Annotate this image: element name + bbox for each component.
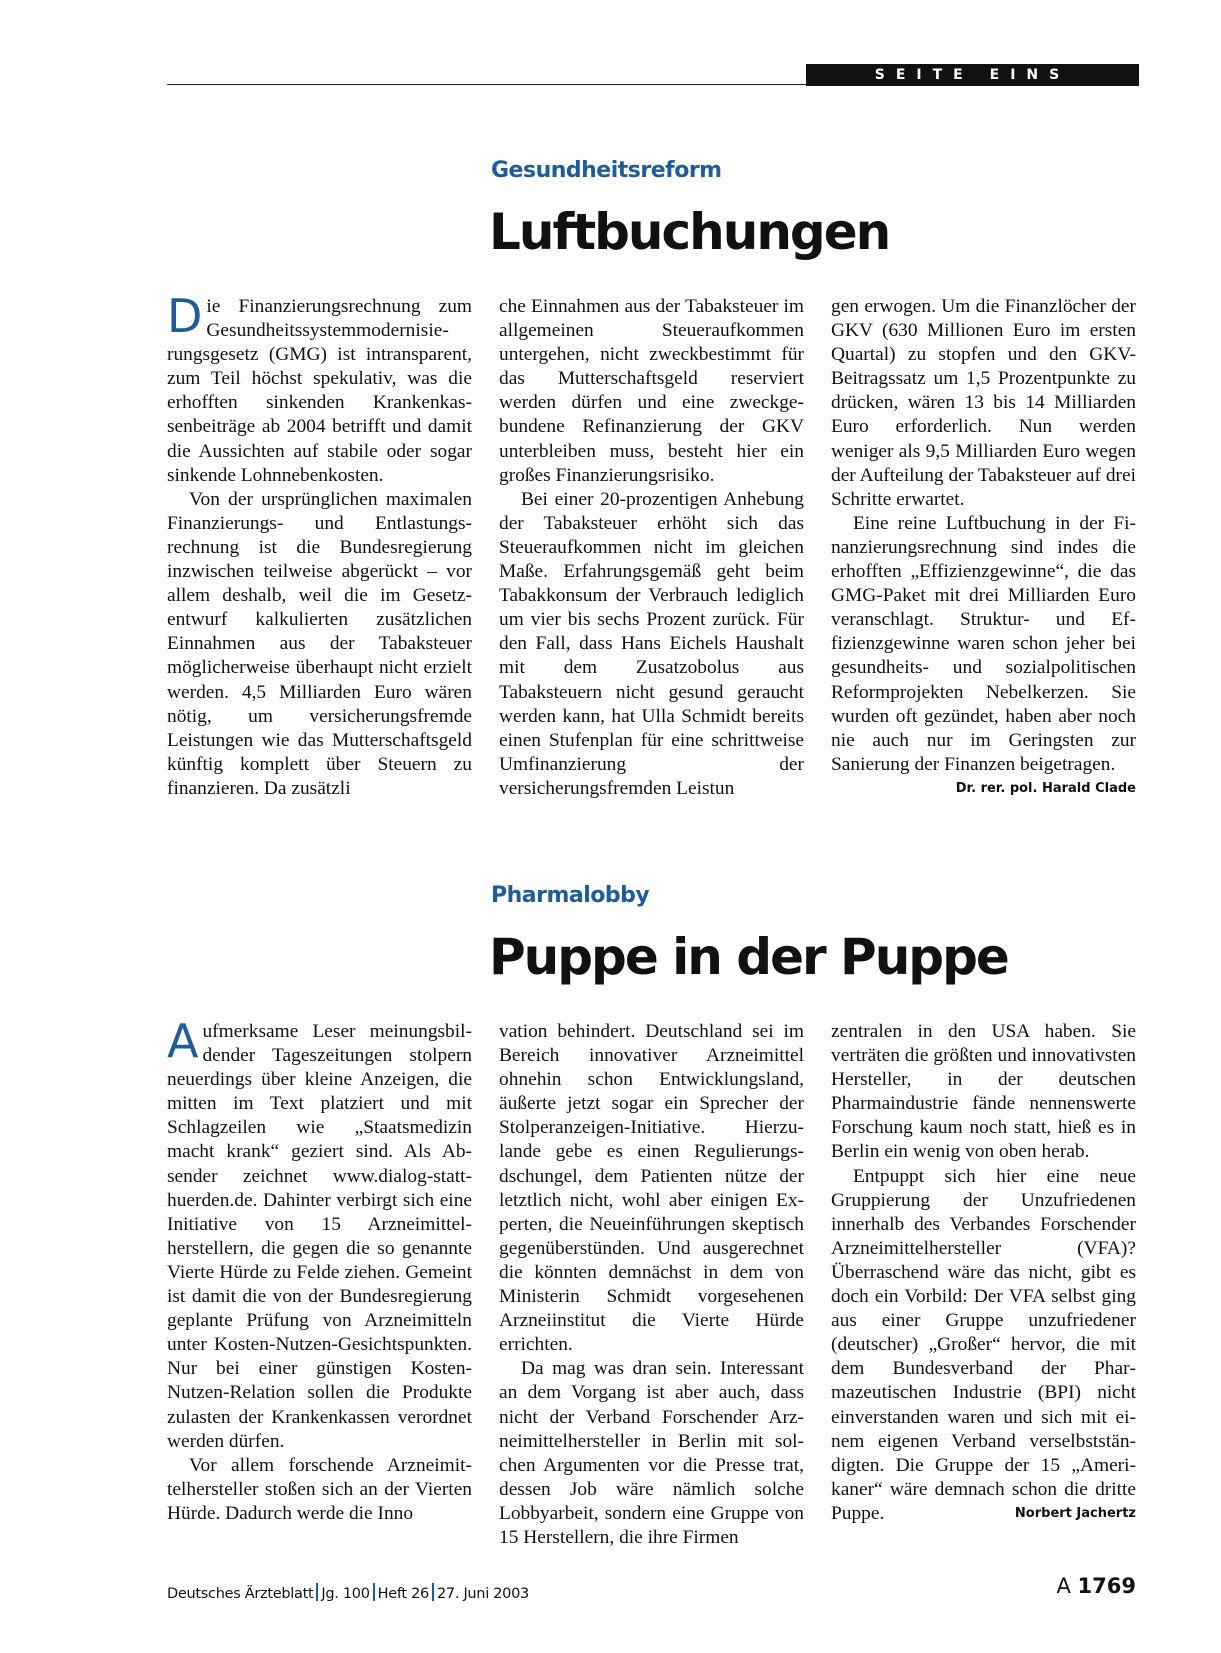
footer-date: 27. Juni 2003 bbox=[436, 1586, 529, 1602]
page-prefix: A bbox=[1056, 1574, 1071, 1598]
footer-journal: Deutsches Ärzteblatt bbox=[167, 1586, 314, 1602]
article1-col3-paragraph-2: Eine reine Luftbuchung in der Finanzierungsrechnung sind indes die erhofften „Effizienzgewinne“, die das GMG-Paket mit drei Milliarden Euro veranschlagt. Struktur- und Effizienzgewinne waren schon jeher bei gesundheits- und sozialpolitischen Reformprojekten Nebelkerzen. Sie wurden oft gezündet, haben aber noch nie auch nur im Geringsten zur Sanierung der Finanzen beigetragen. Dr. rer. pol. Harald Clade bbox=[831, 512, 1136, 777]
article2-column-2 bbox=[499, 1020, 804, 1550]
article2-headline: Puppe in der Puppe bbox=[489, 928, 1008, 986]
article1-col1-paragraph-1: Die Finanzierungsrechnung zum Gesundheitssystemmodernisierungsgesetz (GMG) ist intransparent, zum Teil höchst spekulativ, was die erhofften sinkenden Krankenkassenbeiträge ab 2004 betrifft und damit die Aussichten auf stabile oder sogar sinkende Lohnnebenkosten. bbox=[167, 289, 472, 486]
section-label: SEITE EINS bbox=[806, 64, 1139, 86]
footer-separator bbox=[316, 1583, 318, 1601]
article2-col2-paragraph-1: vation behindert. Deutschland sei im Bereich innovativer Arzneimittel ohnehin schon Entwicklungsland, äußerte jetzt sogar ein Sprecher der Stolperanzeigen-Initiative. Hierzulande gebe es einen Regulierungsdschungel, dem Patienten nütze der letztlich nicht, wohl aber einigen Experten, die Neueinführungen skeptisch gegenüberstünden. Und ausgerechnet die könnten demnächst in dem von Ministerin Schmidt vorgesehenen Arzneiinstitut die Vierte Hürde errichten. bbox=[499, 1021, 804, 1356]
article1-col2-paragraph-1: che Einnahmen aus der Tabaksteuer im allgemeinen Steueraufkommen untergehen, nicht zweckbestimmt für das Mutterschaftsgeld reserviert werden dürfen und eine zweckgebundene Refinanzierung der GKV unterbleiben muss, besteht hier ein großes Finanzierungsrisiko. bbox=[499, 296, 804, 486]
article2-column-3 bbox=[831, 1020, 1136, 1526]
footer-citation bbox=[167, 1583, 529, 1602]
footer-separator bbox=[373, 1583, 375, 1601]
article2-column-1 bbox=[167, 1014, 472, 1526]
article2-col2-paragraph-2: Da mag was dran sein. Interessant an dem Vorgang ist aber auch, dass nicht der Verband Forschender Arzneimittelhersteller in Berlin mit solchen Argumenten vor die Presse trat, dessen Job wäre nämlich solche Lobbyarbeit, sondern eine Gruppe von 15 Herstellern, die ihre Firmen bbox=[499, 1358, 804, 1548]
page-number bbox=[1056, 1574, 1136, 1598]
article2-col3-paragraph-2: Entpuppt sich hier eine neue Gruppierung der Unzufriedenen innerhalb des Verbandes Forschender Arzneimittelhersteller (VFA)? Überraschend wäre das nicht, gibt es doch ein Vorbild: Der VFA selbst ging aus einer Gruppe unzufriedener (deutscher) „Großer“ hervor, die mit dem Bundesverband der Pharmazeutischen Industrie (BPI) nicht einverstanden waren und sich mit einem eigenen Verband verselbstständigten. Die Gruppe der 15 „Amerikaner“ wäre demnach schon die dritte Puppe. Norbert Jachertz bbox=[831, 1165, 1136, 1524]
article2-col1-paragraph-2: Vor allem forschende Arzneimittelhersteller stoßen sich an der Vierten Hürde. Dadurch werde die Inno bbox=[167, 1454, 472, 1524]
article2-col1-paragraph-1: Aufmerksame Leser meinungsbildender Tageszeitungen stolpern neuerdings über kleine Anzeigen, die mitten im Text platziert und mit Schlagzeilen wie „Staatsmedizin macht krank“ geziert sind. Als Absender zeichnet www.dialog-statthuerden.de. Dahinter verbirgt sich eine Initiative von 15 Arzneimittelherstellern, die gegen die so genannte Vierte Hürde zu Felde ziehen. Gemeint ist damit die von der Bundesregierung geplante Prüfung von Arzneimitteln unter Kosten-Nutzen-Gesichtspunkten. Nur bei einer günstigen Kosten-Nutzen-Relation sollen die Produkte zulasten der Krankenkassen verordnet werden dürfen. bbox=[167, 1014, 472, 1452]
article2-author: Norbert Jachertz bbox=[1014, 1505, 1136, 1521]
footer-volume: Jg. 100 bbox=[321, 1586, 370, 1602]
article1-kicker: Gesundheitsreform bbox=[491, 158, 722, 183]
article2-col3-paragraph-1: zentralen in den USA haben. Sie verträten die größten und innovativsten Hersteller, in der deutschen Pharmaindustrie fände nennenswerte Forschung kaum noch statt, hieß es in Berlin ein wenig von oben herab. bbox=[831, 1021, 1136, 1163]
article1-author: Dr. rer. pol. Harald Clade bbox=[955, 780, 1136, 796]
article2-dropcap: A bbox=[167, 1014, 199, 1068]
article1-column-3 bbox=[831, 295, 1136, 801]
article1-dropcap: D bbox=[167, 289, 203, 343]
article1-column-2 bbox=[499, 295, 804, 801]
article1-headline: Luftbuchungen bbox=[489, 203, 890, 261]
footer-issue: Heft 26 bbox=[377, 1586, 429, 1602]
article1-col3-paragraph-1: gen erwogen. Um die Finanzlöcher der GKV (630 Millionen Euro im ersten Quartal) zu stopfen und den GKV-Beitragssatz um 1,5 Prozentpunkte zu drücken, wären 13 bis 14 Milliarden Euro erforderlich. Nun werden weniger als 9,5 Milliarden Euro wegen der Aufteilung der Tabaksteuer auf drei Schritte erwartet. bbox=[831, 296, 1136, 510]
article1-column-1 bbox=[167, 289, 472, 801]
article1-col1-paragraph-2: Von der ursprünglichen maximalen Finanzierungs- und Entlastungsrechnung ist die Bundesregierung inzwischen teilweise abgerückt – vor allem deshalb, weil die im Gesetzentwurf kalkulierten zusätzlichen Einnahmen aus der Tabaksteuer möglicherweise überhaupt nicht erzielt werden. 4,5 Milliarden Euro wären nötig, um versicherungsfremde Leistungen wie das Mutterschaftsgeld künftig komplett über Steuern zu finanzieren. Da zusätzli bbox=[167, 488, 472, 799]
footer-separator bbox=[432, 1583, 434, 1601]
article1-col2-paragraph-2: Bei einer 20-prozentigen Anhebung der Tabaksteuer erhöht sich das Steueraufkommen nicht im gleichen Maße. Erfahrungsgemäß geht beim Tabakkonsum der Verbrauch lediglich um vier bis sechs Prozent zurück. Für den Fall, dass Hans Eichels Haushalt mit dem Zusatzobolus aus Tabaksteuern nicht gesund geraucht werden kann, hat Ulla Schmidt bereits einen Stufenplan für eine schrittweise Umfinanzierung der versicherungsfremden Leistun bbox=[499, 488, 804, 799]
article2-kicker: Pharmalobby bbox=[491, 883, 650, 908]
page-number-value: 1769 bbox=[1077, 1574, 1136, 1598]
